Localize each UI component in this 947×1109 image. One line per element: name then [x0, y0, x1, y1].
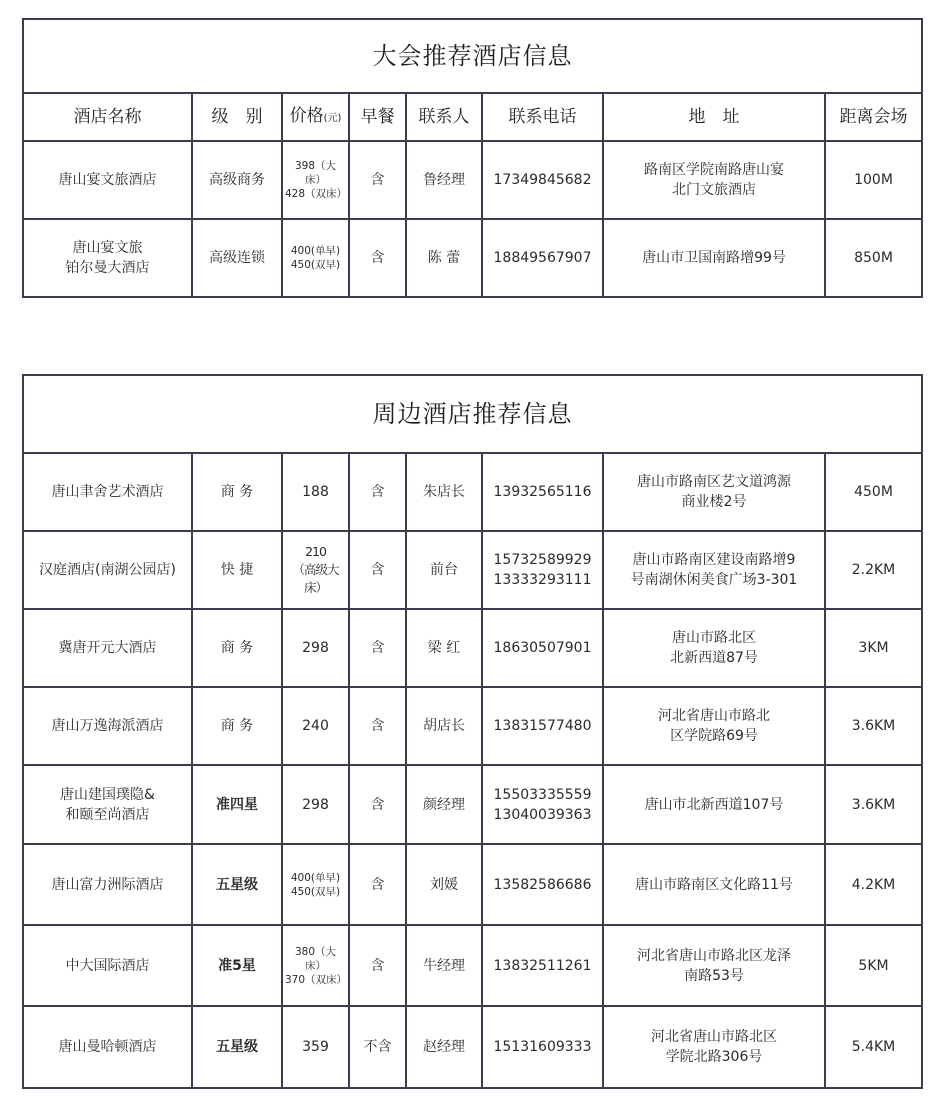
price-cell: 400(单早) 450(双早)	[282, 219, 349, 297]
table-title-row	[23, 375, 922, 453]
distance-cell: 100M	[825, 141, 922, 219]
level-cell: 五星级	[192, 1006, 282, 1088]
breakfast-cell: 含	[349, 687, 406, 765]
header-price-label: 价格	[289, 105, 324, 126]
address-cell: 河北省唐山市路北区 学院北路306号	[603, 1006, 825, 1088]
hotel-name-cell: 汉庭酒店(南湖公园店)	[23, 531, 192, 609]
distance-cell: 5.4KM	[825, 1006, 922, 1088]
contact-cell: 前台	[406, 531, 482, 609]
header-row	[23, 93, 922, 141]
phone-cell: 15732589929 13333293111	[482, 531, 603, 609]
phone-cell: 13932565116	[482, 453, 603, 531]
header-contact: 联系人	[406, 93, 482, 141]
hotel-name-cell: 唐山建国璞隐& 和颐至尚酒店	[23, 765, 192, 844]
contact-cell: 朱店长	[406, 453, 482, 531]
table-row	[23, 141, 922, 219]
address-cell: 河北省唐山市路北 区学院路69号	[603, 687, 825, 765]
header-breakfast: 早餐	[349, 93, 406, 141]
conference-hotels-table	[22, 18, 923, 298]
address-cell: 河北省唐山市路北区龙泽 南路53号	[603, 925, 825, 1006]
contact-cell: 梁 红	[406, 609, 482, 687]
header-address: 地 址	[603, 93, 825, 141]
price-cell: 359	[282, 1006, 349, 1088]
level-cell: 商 务	[192, 453, 282, 531]
level-cell: 准5星	[192, 925, 282, 1006]
table-row	[23, 609, 922, 687]
level-cell: 商 务	[192, 609, 282, 687]
breakfast-cell: 含	[349, 453, 406, 531]
level-cell: 高级连锁	[192, 219, 282, 297]
contact-cell: 陈 蕾	[406, 219, 482, 297]
phone-cell: 13832511261	[482, 925, 603, 1006]
distance-cell: 450M	[825, 453, 922, 531]
price-cell: 400(单早) 450(双早)	[282, 844, 349, 925]
table-row	[23, 531, 922, 609]
hotel-name-cell: 中大国际酒店	[23, 925, 192, 1006]
address-cell: 唐山市北新西道107号	[603, 765, 825, 844]
distance-cell: 5KM	[825, 925, 922, 1006]
breakfast-cell: 含	[349, 925, 406, 1006]
address-cell: 唐山市路北区 北新西道87号	[603, 609, 825, 687]
contact-cell: 刘媛	[406, 844, 482, 925]
header-price-unit: (元)	[323, 112, 342, 124]
contact-cell: 牛经理	[406, 925, 482, 1006]
header-distance: 距离会场	[825, 93, 922, 141]
header-level: 级 别	[192, 93, 282, 141]
level-cell: 准四星	[192, 765, 282, 844]
phone-cell: 17349845682	[482, 141, 603, 219]
table-row	[23, 687, 922, 765]
phone-cell: 13831577480	[482, 687, 603, 765]
price-cell: 210 （高级大床）	[282, 531, 349, 609]
phone-cell: 18849567907	[482, 219, 603, 297]
hotel-name-cell: 唐山富力洲际酒店	[23, 844, 192, 925]
address-cell: 唐山市路南区建设南路增9 号南湖休闲美食广场3-301	[603, 531, 825, 609]
contact-cell: 赵经理	[406, 1006, 482, 1088]
breakfast-cell: 含	[349, 609, 406, 687]
level-cell: 快 捷	[192, 531, 282, 609]
table-row	[23, 844, 922, 925]
header-price	[282, 93, 349, 141]
breakfast-cell: 含	[349, 765, 406, 844]
breakfast-cell: 不含	[349, 1006, 406, 1088]
hotel-name-cell: 唐山宴文旅酒店	[23, 141, 192, 219]
header-name: 酒店名称	[23, 93, 192, 141]
table-row	[23, 925, 922, 1006]
level-cell: 五星级	[192, 844, 282, 925]
distance-cell: 2.2KM	[825, 531, 922, 609]
table-row	[23, 765, 922, 844]
contact-cell: 胡店长	[406, 687, 482, 765]
distance-cell: 3.6KM	[825, 765, 922, 844]
hotel-name-cell: 唐山曼哈顿酒店	[23, 1006, 192, 1088]
table-row	[23, 1006, 922, 1088]
table-title-row	[23, 19, 922, 93]
breakfast-cell: 含	[349, 844, 406, 925]
hotel-name-cell: 唐山聿舍艺术酒店	[23, 453, 192, 531]
price-cell: 240	[282, 687, 349, 765]
distance-cell: 4.2KM	[825, 844, 922, 925]
table-title: 大会推荐酒店信息	[23, 19, 922, 93]
address-cell: 唐山市路南区艺文道鸿源 商业楼2号	[603, 453, 825, 531]
hotel-name-cell: 唐山宴文旅 铂尔曼大酒店	[23, 219, 192, 297]
contact-cell: 鲁经理	[406, 141, 482, 219]
breakfast-cell: 含	[349, 141, 406, 219]
phone-cell: 15503335559 13040039363	[482, 765, 603, 844]
table-row	[23, 219, 922, 297]
address-cell: 唐山市路南区文化路11号	[603, 844, 825, 925]
distance-cell: 850M	[825, 219, 922, 297]
address-cell: 路南区学院南路唐山宴 北门文旅酒店	[603, 141, 825, 219]
header-phone: 联系电话	[482, 93, 603, 141]
level-cell: 高级商务	[192, 141, 282, 219]
hotel-name-cell: 唐山万逸海派酒店	[23, 687, 192, 765]
level-cell: 商 务	[192, 687, 282, 765]
hotel-name-cell: 冀唐开元大酒店	[23, 609, 192, 687]
breakfast-cell: 含	[349, 531, 406, 609]
table-title: 周边酒店推荐信息	[23, 375, 922, 453]
nearby-hotels-table	[22, 374, 923, 1089]
phone-cell: 13582586686	[482, 844, 603, 925]
address-cell: 唐山市卫国南路增99号	[603, 219, 825, 297]
phone-cell: 18630507901	[482, 609, 603, 687]
price-cell: 398（大床） 428（双床）	[282, 141, 349, 219]
distance-cell: 3.6KM	[825, 687, 922, 765]
distance-cell: 3KM	[825, 609, 922, 687]
contact-cell: 颜经理	[406, 765, 482, 844]
price-cell: 380（大床） 370（双床）	[282, 925, 349, 1006]
table-row	[23, 453, 922, 531]
price-cell: 188	[282, 453, 349, 531]
price-cell: 298	[282, 765, 349, 844]
phone-cell: 15131609333	[482, 1006, 603, 1088]
breakfast-cell: 含	[349, 219, 406, 297]
price-cell: 298	[282, 609, 349, 687]
